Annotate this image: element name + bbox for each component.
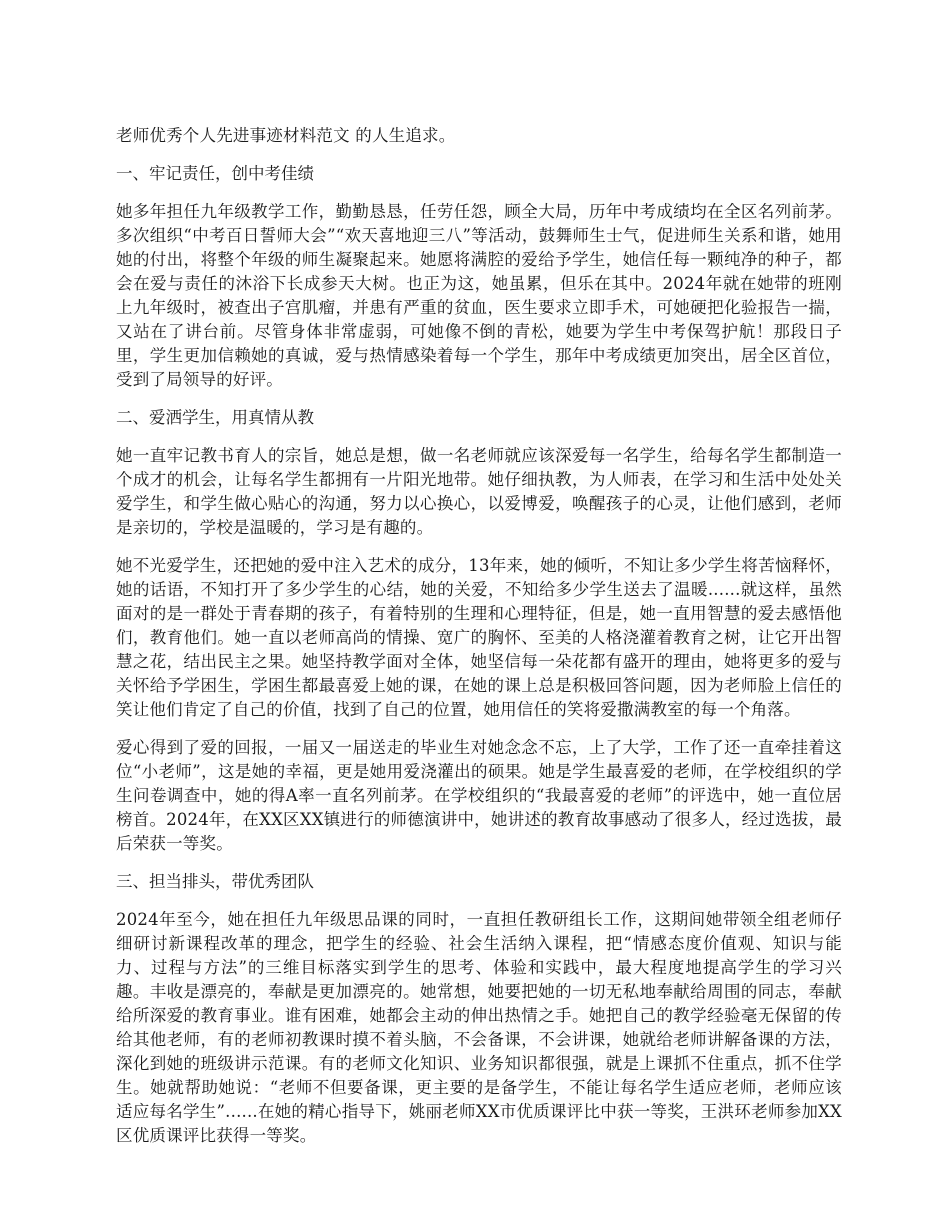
document-page: [116, 124, 842, 1162]
intro-text: 老师优秀个人先进事迹材料范文 的人生追求。: [116, 126, 456, 145]
section-heading-2: 二、爱洒学生，用真情从教: [116, 408, 314, 427]
section-3-paragraph-1: 2024年至今，她在担任九年级思品课的同时，一直担任教研组长工作，这期间她带领全组老师仔细研讨新课程改革的理念，把学生的经验、社会生活纳入课程，把“情感态度价值观、知识与能力、过程与方法”的三维目标落实到学生的思考、体验和实践中，最大程度地提高学生的学习兴趣。丰收是漂亮的，奉献是更加漂亮的。她常想，她要把她的一切无私地奉献给周围的同志，奉献给所深爱的教育事业。谁有困难，她都会主动的伸出热情之手。她把自己的教学经验毫无保留的传给其他老师，有的老师初教课时摸不着头脑，不会备课，不会讲课，她就给老师讲解备课的方法，深化到她的班级讲示范课。有的老师文化知识、业务知识都很强，就是上课抓不住重点，抓不住学生。她就帮助她说：“老师不但要备课，更主要的是备学生，不能让每名学生适应老师，老师应该适应每名学生”......在她的精心指导下，姚丽老师XX市优质课评比中获一等奖，王洪环老师参加XX区优质课评比获得一等奖。: [116, 910, 842, 1145]
section-heading-1: 一、牢记责任，创中考佳绩: [116, 164, 314, 183]
section-2-paragraph-1: 她一直牢记教书育人的宗旨，她总是想，做一名老师就应该深爱每一名学生，给每名学生都制造一个成才的机会，让每名学生都拥有一片阳光地带。她仔细执教，为人师表，在学习和生活中处处关爱学生，和学生做心贴心的沟通，努力以心换心，以爱博爱，唤醒孩子的心灵，让他们感到，老师是亲切的，学校是温暖的，学习是有趣的。: [116, 446, 842, 537]
section-heading-3: 三、担当排头，带优秀团队: [116, 872, 314, 891]
section-2-paragraph-3: 爱心得到了爱的回报，一届又一届送走的毕业生对她念念不忘，上了大学，工作了还一直牵挂着这位“小老师”，这是她的幸福，更是她用爱浇灌出的硕果。她是学生最喜爱的老师，在学校组织的学生问卷调查中，她的得A率一直名列前茅。在学校组织的“我最喜爱的老师”的评选中，她一直位居榜首。2024年，在XX区XX镇进行的师德演讲中，她讲述的教育故事感动了很多人，经过选拔，最后荣获一等奖。: [116, 738, 842, 853]
section-1-paragraph-1: 她多年担任九年级教学工作，勤勤恳恳，任劳任怨，顾全大局，历年中考成绩均在全区名列前茅。多次组织“中考百日誓师大会”“欢天喜地迎三八”等活动，鼓舞师生士气，促进师生关系和谐，她用她的付出，将整个年级的师生凝聚起来。她愿将满腔的爱给予学生，她信任每一颗纯净的种子，都会在爱与责任的沐浴下长成参天大树。也正为这，她虽累，但乐在其中。2024年就在她带的班刚上九年级时，被查出子宫肌瘤，并患有严重的贫血，医生要求立即手术，可她硬把化验报告一揣，又站在了讲台前。尽管身体非常虚弱，可她像不倒的青松，她要为学生中考保驾护航！那段日子里，学生更加信赖她的真诚，爱与热情感染着每一个学生，那年中考成绩更加突出，居全区首位，受到了局领导的好评。: [116, 202, 842, 389]
section-2-paragraph-2: 她不光爱学生，还把她的爱中注入艺术的成分，13年来，她的倾听，不知让多少学生将苦恼释怀，她的话语，不知打开了多少学生的心结，她的关爱，不知给多少学生送去了温暖......就这样，虽然面对的是一群处于青春期的孩子，有着特别的生理和心理特征，但是，她一直用智慧的爱去感悟他们，教育他们。她一直以老师高尚的情操、宽广的胸怀、至美的人格浇灌着教育之树，让它开出智慧之花，结出民主之果。她坚持教学面对全体，她坚信每一朵花都有盛开的理由，她将更多的爱与关怀给予学困生，学困生都最喜爱上她的课，在她的课上总是积极回答问题，因为老师脸上信任的笑让他们肯定了自己的价值，找到了自己的位置，她用信任的笑将爱撒满教室的每一个角落。: [116, 556, 842, 719]
